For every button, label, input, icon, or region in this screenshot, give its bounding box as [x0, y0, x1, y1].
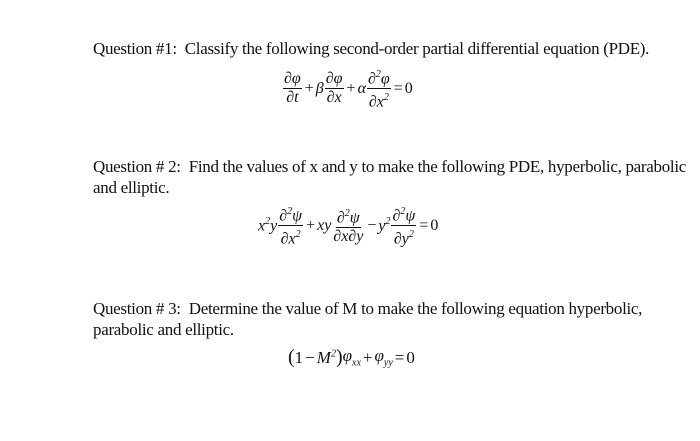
equation-2: $x^2y$ $\frac{\partial^2\psi}{\partial x^2}$ + xy $\frac{\partial^2\psi}{\partial x\partial y}$ − $y^2$ $\frac{\partial^2\psi}{\partial y^2}$ = 0 — [258, 206, 439, 248]
eq1-term-dphi-dt: $\frac{\partial\varphi}{\partial t}$ — [284, 70, 301, 107]
question-1 — [93, 38, 649, 59]
eq1-term-dphi-dx: $\frac{\partial\varphi}{\partial x}$ — [325, 70, 343, 107]
question-2-text-line2: and elliptic. — [93, 178, 170, 197]
question-1-text: Classify the following second-order partial differential equation (PDE). — [184, 39, 650, 58]
question-1-label: Question #1: — [93, 39, 177, 58]
equation-1: $\frac{\partial\varphi}{\partial t}$ + β $\frac{\partial\varphi}{\partial x}$ + α $\frac{\partial^2\varphi}{\partial x^2}$ = 0 — [284, 69, 413, 111]
eq2-term-d2psi-dx2: $\frac{\partial^2\psi}{\partial x^2}$ — [279, 206, 303, 248]
question-3 — [93, 298, 642, 340]
question-3-text-line1: Determine the value of M to make the following equation hyperbolic, — [188, 299, 643, 318]
question-2-text-line1: Find the values of x and y to make the following PDE, hyperbolic, parabolic — [188, 157, 687, 176]
question-3-text-line2: parabolic and elliptic. — [93, 320, 234, 339]
eq2-term-d2psi-dxdy: $\frac{\partial^2\psi}{\partial x\partial y}$ — [333, 208, 364, 246]
eq2-term-d2psi-dy2: $\frac{\partial^2\psi}{\partial y^2}$ — [392, 206, 416, 248]
question-2-label: Question # 2: — [93, 157, 181, 176]
question-3-label: Question # 3: — [93, 299, 181, 318]
equation-3: ( 1 − $M^2$ ) $\varphi_{xx}$ + $\varphi_{yy}$ = 0 — [288, 346, 415, 369]
eq1-term-d2phi-dx2: $\frac{\partial^2\varphi}{\partial x^2}$ — [367, 69, 390, 111]
question-2 — [93, 156, 686, 198]
